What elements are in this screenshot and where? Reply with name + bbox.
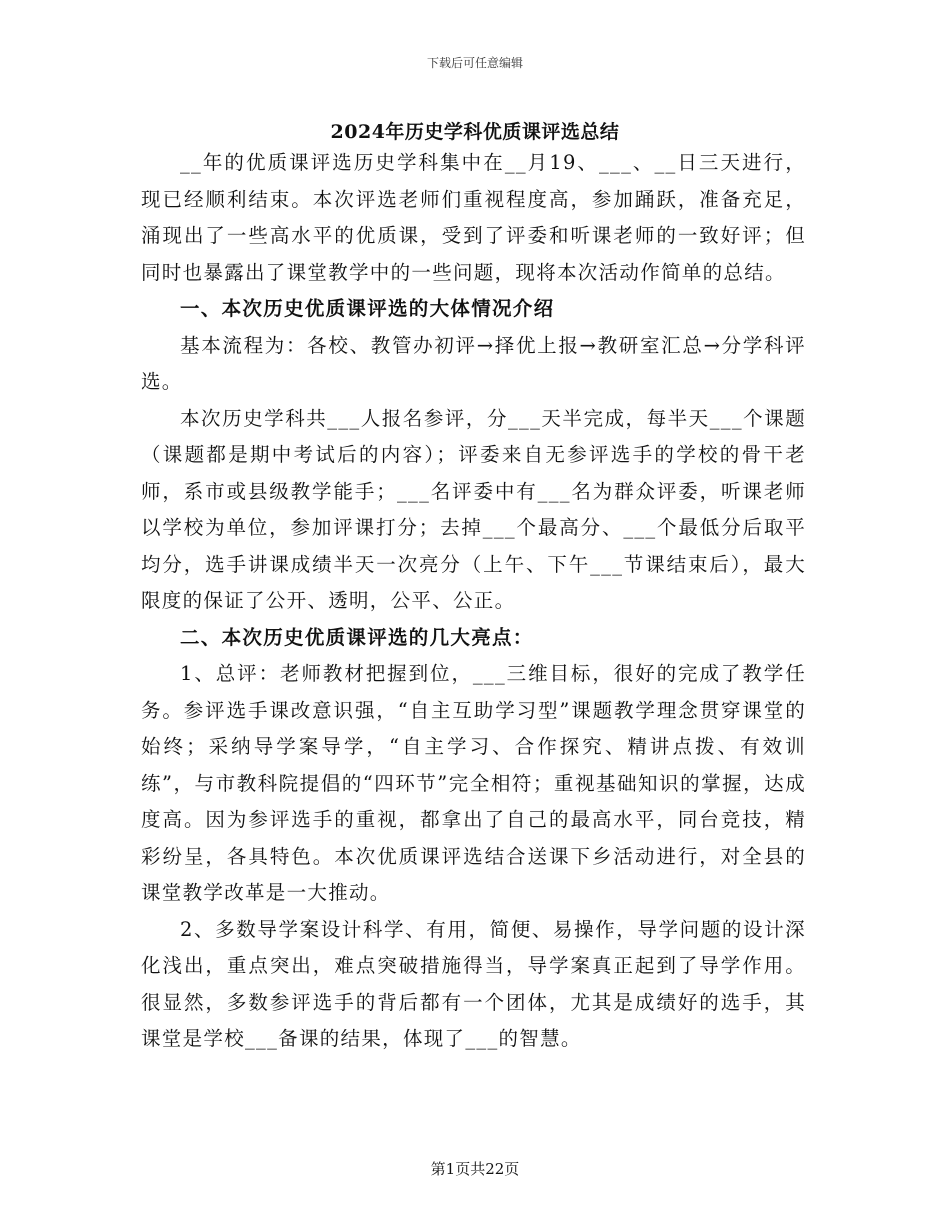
process-paragraph: 基本流程为：各校、教管办初评→择优上报→教研室汇总→分学科评选。 bbox=[141, 333, 806, 393]
section-heading-1: 一、本次历史优质课评选的大体情况介绍 bbox=[180, 297, 555, 320]
highlight-paragraph-2: 2、多数导学案设计科学、有用，简便、易操作，导学问题的设计深化浅出，重点突出，难点突破措施得当，导学案真正起到了导学作用。很显然，多数参评选手的背后都有一个团体，尤其是成绩好的选手，其课堂是学校___备课的结果，体现了___的智慧。 bbox=[141, 917, 806, 1050]
intro-paragraph: __年的优质课评选历史学科集中在__月19、___、__日三天进行，现已经顺利结束。本次评选老师们重视程度高，参加踊跃，准备充足，涌现出了一些高水平的优质课，受到了评委和听课老师的一致好评；但同时也暴露出了课堂教学中的一些问题，现将本次活动作简单的总结。 bbox=[141, 151, 806, 284]
page-footer: 第1页共22页 bbox=[430, 1160, 520, 1178]
details-paragraph: 本次历史学科共___人报名参评，分___天半完成，每半天___个课题（课题都是期中考试后的内容）；评委来自无参评选手的学校的骨干老师，系市或县级教学能手；___名评委中有___名为群众评委，听课老师以学校为单位，参加评课打分；去掉___个最高分、___个最低分后取平均分，选手讲课成绩半天一次亮分（上午、下午___节课结束后），最大限度的保证了公开、透明，公平、公正。 bbox=[141, 406, 806, 612]
document-title: 2024年历史学科优质课评选总结 bbox=[330, 121, 620, 143]
highlight-paragraph-1: 1、总评：老师教材把握到位，___三维目标，很好的完成了教学任务。参评选手课改意识强，“自主互助学习型”课题教学理念贯穿课堂的始终；采纳导学案导学，“自主学习、合作探究、精讲点拨、有效训练”，与市教科院提倡的“四环节”完全相符；重视基础知识的掌握，达成度高。因为参评选手的重视，都拿出了自己的最高水平，同台竞技，精彩纷呈，各具特色。本次优质课评选结合送课下乡活动进行，对全县的课堂教学改革是一大推动。 bbox=[141, 662, 806, 904]
document-body bbox=[141, 145, 806, 1058]
section-heading-2: 二、本次历史优质课评选的几大亮点： bbox=[180, 625, 534, 649]
header-note: 下载后可任意编辑 bbox=[426, 56, 523, 70]
